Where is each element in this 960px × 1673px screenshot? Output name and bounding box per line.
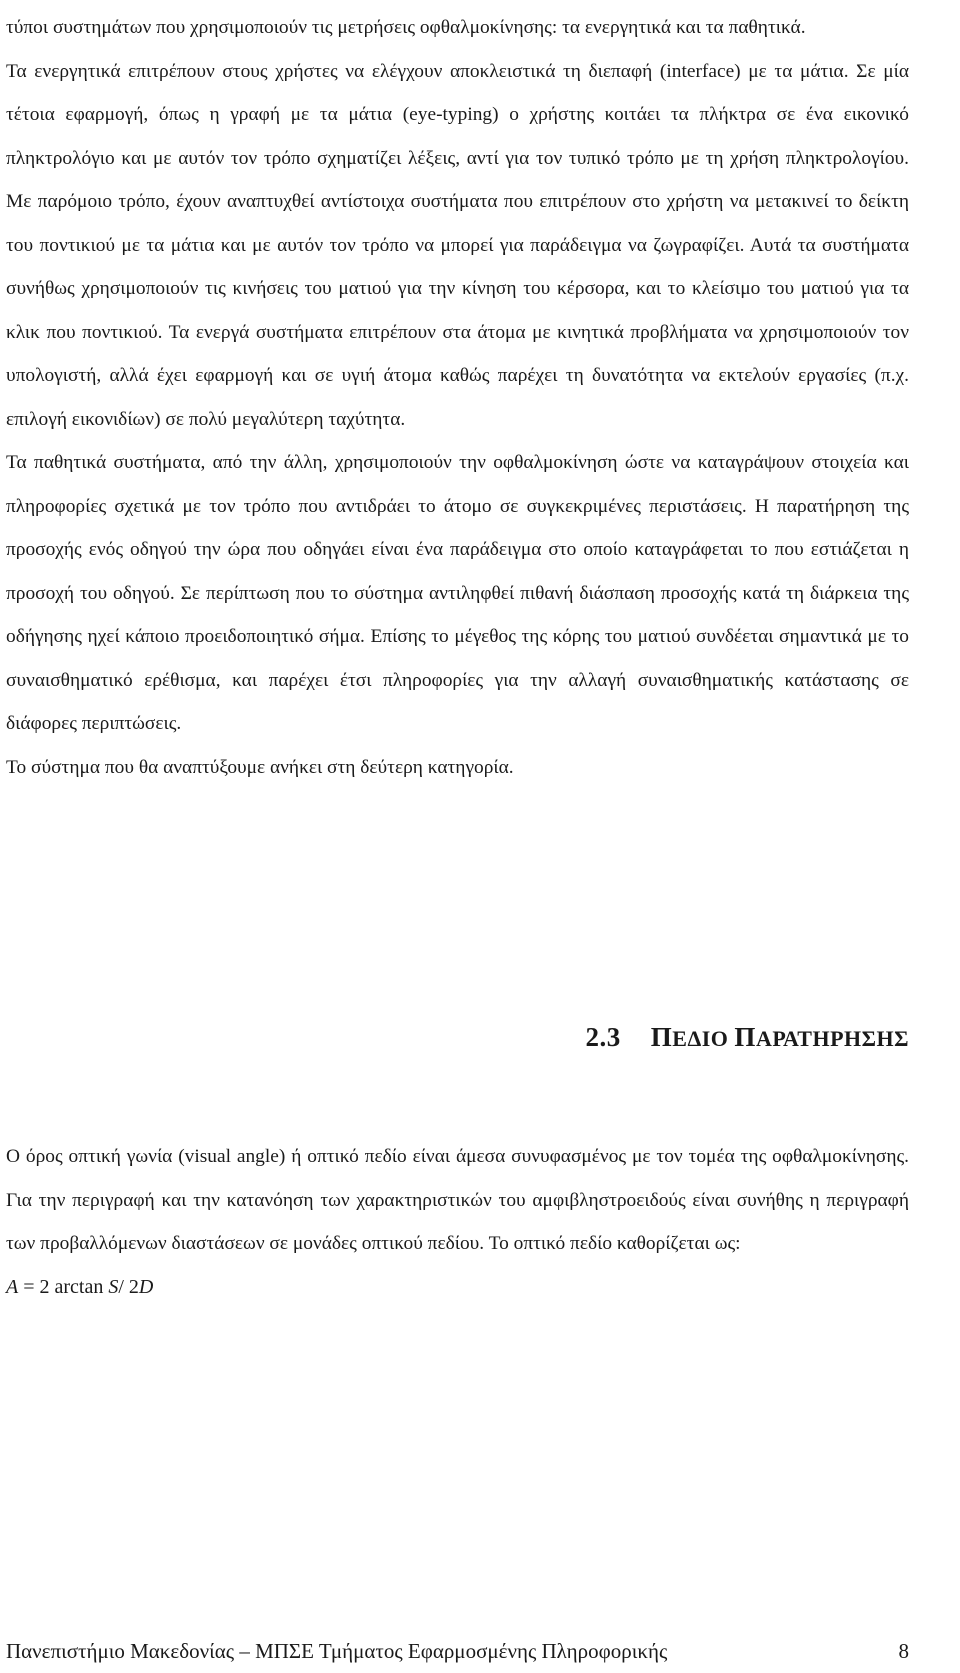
formula-var-s: S — [108, 1275, 119, 1298]
paragraph-active-systems: Τα ενεργητικά επιτρέπουν στους χρήστες να ελέγχουν αποκλειστικά τη διεπαφή (interface) με τα μάτια. Σε μία τέτοια εφαρμογή, όπως η γραφή με τα μάτια (eye-typing) ο χρήστης κοιτάει τα πλήκτρα σε ένα εικονικό πληκτρολόγιο και με αυτόν τον τρόπο σχηματίζει λέξεις, αντί για τον τυπικό τρόπο με τη χρήση πληκτρολογίου. Με παρόμοιο τρόπο, έχουν αναπτυχθεί αντίστοιχα συστήματα που επιτρέπουν στο χρήστη να μετακινεί το δείκτη του ποντικιού με τα μάτια και με αυτόν τον τρόπο να μπορεί για παράδειγμα να ζωγραφίζει. Αυτά τα συστήματα συνήθως χρησιμοποιούν τις κινήσεις του ματιού για την κίνηση του κέρσορα, και το κλείσιμο του ματιού για τα κλικ που ποντικιού. Τα ενεργά συστήματα επιτρέπουν στα άτομα με κινητικά προβλήματα να χρησιμοποιούν τον υπολογιστή, αλλά έχει εφαρμογή και σε υγιή άτομα καθώς παρέχει τη δυνατότητα να εκτελούν εργασίες (π.χ. επιλογή εικονιδίων) σε πολύ μεγαλύτερη ταχύτητα. — [6, 60, 909, 430]
paragraph-visual-angle: Ο όρος οπτική γωνία (visual angle) ή οπτικό πεδίο είναι άμεσα συνυφασμένος με τον τομέα της οφθαλμοκίνησης. Για την περιγραφή και την κατανόηση των χαρακτηριστικών του αμφιβληστροειδούς είναι συνήθης η περιγραφή των προβαλλόμενων διαστάσεων σε μονάδες οπτικού πεδίου. Το οπτικό πεδίο καθορίζεται ως: — [6, 1146, 909, 1254]
page-number: 8 — [898, 1639, 909, 1663]
formula-var-a: A — [6, 1275, 19, 1298]
heading-word2-initial: Π — [734, 1022, 756, 1052]
paragraph-intro: τύποι συστημάτων που χρησιμοποιούν τις μετρήσεις οφθαλμοκίνησης: τα ενεργητικά και τα παθητικά. — [6, 17, 806, 38]
section-body — [6, 1135, 909, 1309]
formula — [6, 1266, 909, 1310]
paragraph-passive-systems: Τα παθητικά συστήματα, από την άλλη, χρησιμοποιούν την οφθαλμοκίνηση ώστε να καταγράψουν στοιχεία και πληροφορίες σχετικά με τον τρόπο που αντιδράει το άτομο σε συγκεκριμένες περιστάσεις. Η παρατήρηση της προσοχής ενός οδηγού την ώρα που οδηγάει είναι ένα παράδειγμα στο οποίο καταγράφεται το που εστιάζεται η προσοχή του οδηγού. Σε περίπτωση που το σύστημα αντιληφθεί πιθανή διάσπαση προσοχής κατά τη διάρκεια της οδήγησης ηχεί κάποιο προειδοποιητικό σήμα. Επίσης το μέγεθος της κόρης του ματιού συνδέεται σημαντικά με το συναισθηματικό ερέθισμα, και παρέχει έτσι πληροφορίες για την αλλαγή συναισθηματικής κατάστασης σε διάφορες περιπτώσεις. — [6, 452, 909, 734]
heading-word1-initial: Π — [650, 1022, 673, 1052]
formula-var-d: D — [138, 1275, 154, 1298]
page-footer — [6, 1636, 909, 1666]
formula-eq: = 2 arctan — [18, 1275, 109, 1298]
heading-word2-rest: ΑΡΑΤΗΡΗΣΗΣ — [755, 1026, 909, 1051]
footer-text: Πανεπιστήμιο Μακεδονίας – ΜΠΣΕ Τμήματος Εφαρμοσμένης Πληροφορικής — [6, 1639, 668, 1663]
formula-div: / 2 — [118, 1275, 139, 1298]
section-heading — [586, 1022, 909, 1053]
heading-word1-rest: ΕΔΙΟ — [672, 1026, 735, 1051]
document-page — [6, 0, 909, 1663]
section-number: 2.3 — [585, 1022, 621, 1052]
paragraph-system-category: Το σύστημα που θα αναπτύξουμε ανήκει στη δεύτερη κατηγορία. — [6, 756, 514, 778]
